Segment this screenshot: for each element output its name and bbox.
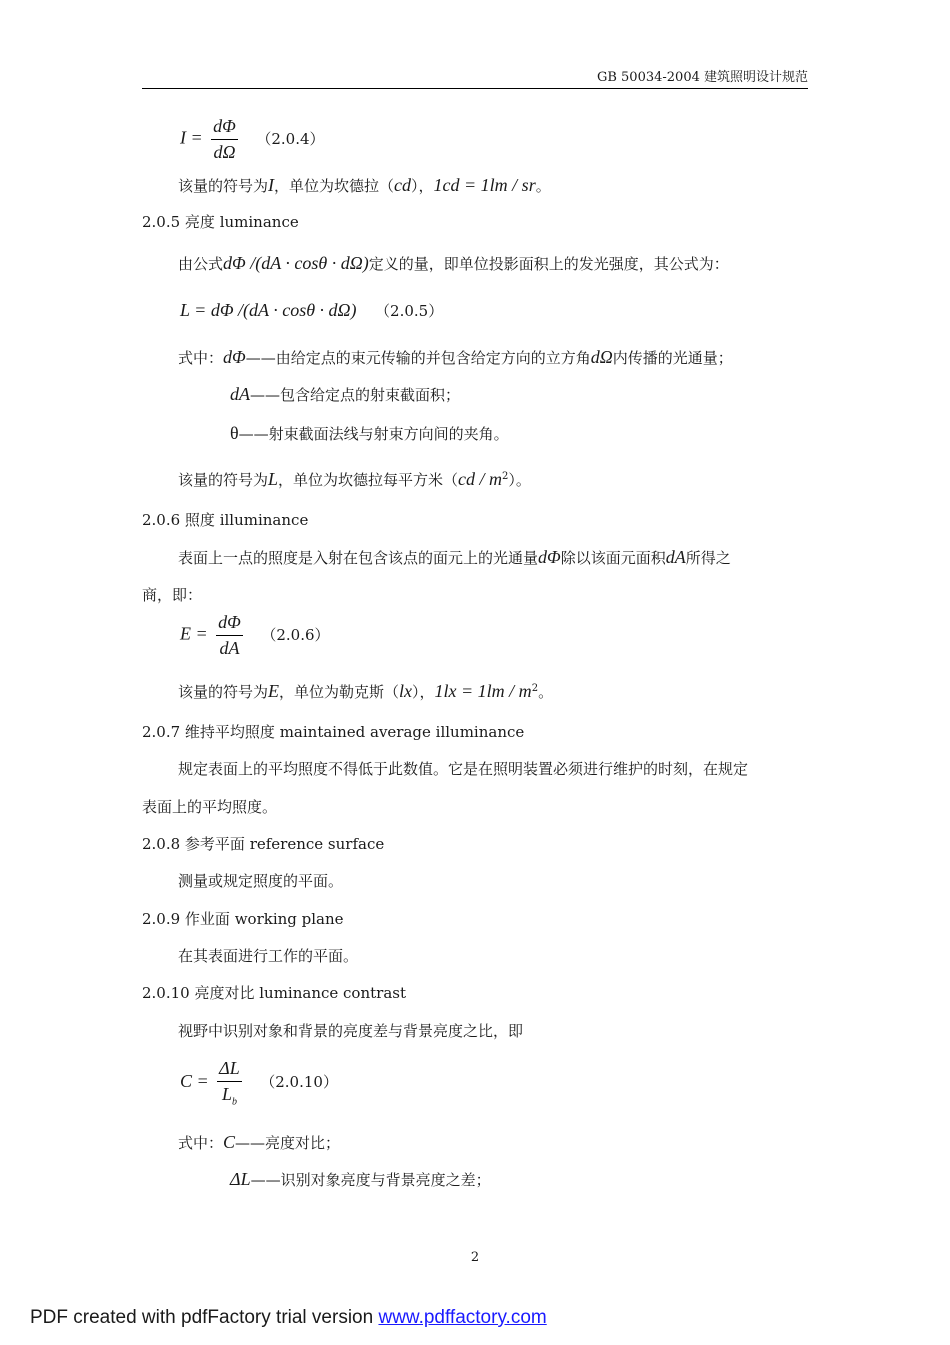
equation-body: L = dΦ /(dA · cosθ · dΩ) [180,300,357,320]
symbol-line-e [178,679,553,702]
fraction [211,116,238,163]
section-2-0-6-para-line2: 商，即： [142,586,203,604]
fraction [216,612,243,659]
text: 除以该面元面积 [560,549,666,567]
section-2-0-9-para: 在其表面进行工作的平面。 [178,947,359,965]
where-label: 式中： [178,349,224,367]
footer-text: PDF created with pdfFactory trial version [30,1307,379,1328]
text: 所得之 [685,549,731,567]
section-2-0-8-title: 2.0.8 参考平面 reference surface [142,835,385,853]
section-2-0-8-para: 测量或规定照度的平面。 [178,872,344,890]
section-2-0-9-title: 2.0.9 作业面 working plane [142,910,344,928]
section-2-0-6-title: 2.0.6 照度 illuminance [142,511,309,529]
text: ）。 [508,471,531,489]
equation-2-0-6 [180,612,330,659]
symbol: dΩ [590,347,613,367]
symbol: I [268,175,275,195]
equation-lhs: E = [180,623,208,644]
where-line-4 [178,1132,340,1153]
header-rule [142,88,808,89]
equation-2-0-4 [180,116,325,163]
text: ——识别对象亮度与背景亮度之差； [250,1171,491,1189]
symbol: L [268,469,279,489]
fraction-numerator: dΦ [216,612,243,636]
equation-number: （2.0.6） [261,625,330,644]
equation-number: （2.0.4） [256,129,325,148]
section-2-0-5-definition [178,253,729,274]
text: ）， [411,177,434,195]
section-2-0-10-title: 2.0.10 亮度对比 luminance contrast [142,984,406,1002]
symbol: ΔL [230,1169,251,1189]
fraction-denominator [217,1082,242,1108]
pdf-footer [30,1307,547,1329]
symbol: C [223,1132,236,1152]
equation-lhs: C = [180,1070,209,1091]
text: ——由给定点的束元传输的并包含给定方向的立方角 [245,349,591,367]
superscript: 2 [531,683,539,694]
page-number: 2 [470,1250,480,1265]
text: 定义的量，即单位投影面积上的发光强度，其公式为： [368,255,729,273]
unit: cd / m [458,469,503,489]
text: 。 [538,683,554,701]
text: 表面上一点的照度是入射在包含该点的面元上的光通量 [178,549,539,567]
where-line-3 [230,423,509,444]
where-line-5 [230,1169,491,1190]
where-line-2 [230,384,460,405]
text: ，单位为勒克斯（ [279,683,400,701]
section-2-0-6-para-line1 [178,547,731,568]
subscript: b [231,1096,237,1108]
section-2-0-7-para-line1: 规定表面上的平均照度不得低于此数值。它是在照明装置必须进行维护的时刻，在规定 [178,760,749,778]
equation-number: （2.0.5） [375,302,444,320]
text: 内传播的光通量； [612,349,733,367]
text: 该量的符号为 [178,177,269,195]
running-header: GB 50034-2004 建筑照明设计规范 [596,70,808,85]
equation-2-0-10 [180,1058,338,1108]
symbol: θ [230,423,239,443]
superscript: 2 [502,471,509,482]
unit-definition: 1lx = 1lm / m [434,681,532,701]
section-2-0-7-title: 2.0.7 维持平均照度 maintained average illuminance [142,723,525,741]
section-2-0-10-para: 视野中识别对象和背景的亮度差与背景亮度之比，即 [178,1022,524,1040]
text: ——包含给定点的射束截面积； [250,386,461,404]
equation-2-0-5 [180,300,443,321]
symbol: E [268,681,280,701]
fraction-numerator: dΦ [211,116,238,140]
formula: dΦ /(dA · cosθ · dΩ) [223,253,369,273]
text: 该量的符号为 [178,683,269,701]
fraction-denominator: dA [219,638,240,658]
symbol: dA [665,547,686,567]
symbol: dA [230,384,250,404]
text: ——射束截面法线与射束方向间的夹角。 [238,425,509,443]
text: 。 [535,177,551,195]
text: 由公式 [178,255,224,273]
where-line-1 [178,347,733,368]
unit: cd [394,175,412,195]
unit: lx [399,681,413,701]
section-2-0-7-para-line2: 表面上的平均照度。 [142,798,278,816]
symbol: dΦ [223,347,246,367]
equation-lhs: I = [180,127,203,148]
section-2-0-5-title: 2.0.5 亮度 luminance [142,213,299,231]
fraction-numerator: ΔL [217,1058,242,1082]
unit-definition: 1cd = 1lm / sr [433,175,536,195]
symbol-line-i [178,175,551,196]
where-label: 式中： [178,1134,224,1152]
text: 该量的符号为 [178,471,269,489]
text: ，单位为坎德拉每平方米（ [278,471,459,489]
text: ，单位为坎德拉（ [274,177,395,195]
fraction-denominator: dΩ [213,142,236,162]
equation-number: （2.0.10） [260,1072,338,1091]
symbol: dΦ [538,547,561,567]
footer-link[interactable]: www.pdffactory.com [378,1307,547,1328]
denominator-symbol: L [221,1084,232,1104]
fraction [217,1058,242,1108]
text: ）， [412,683,435,701]
text: ——亮度对比； [235,1134,341,1152]
symbol-line-l [178,467,531,490]
